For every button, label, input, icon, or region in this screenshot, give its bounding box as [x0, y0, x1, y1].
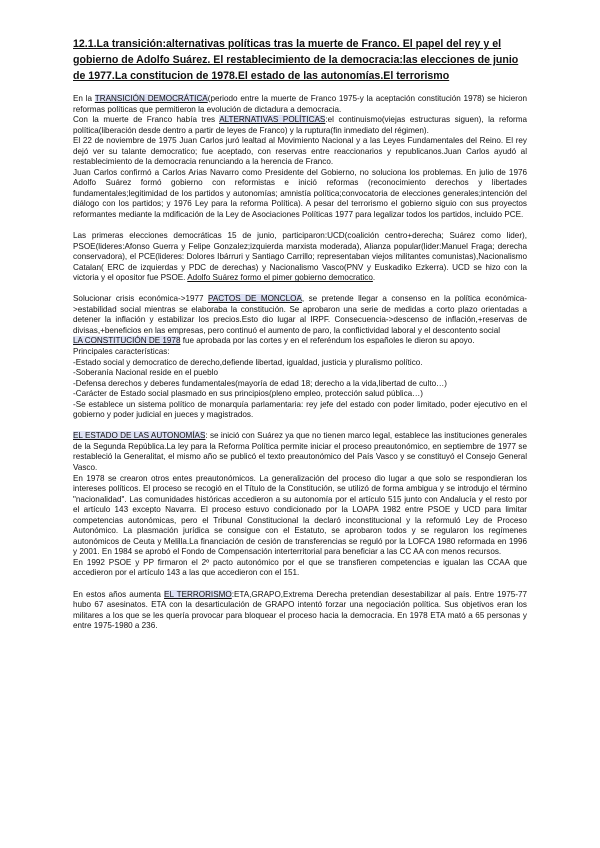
list-item: -Carácter de Estado social plasmado en sus principios(pleno empleo, protección salud pública…) [73, 389, 424, 399]
paragraph-autonomias-proceso: En 1978 se crearon otros entes preautonómicos. La generalización del proceso dio lugar a que solo se respondieran los intereses políticos. El proceso se recogió en el Título de la Constitución, se utilizó de forma ambigua y se introdujo el término "nacionalidad". Las comunidades históricas accedieron a su autonomía por el artículo 515 junto con Andalucía y el resto por el artículo 143 excepto Navarra. El proceso estuvo condicionado por la LOAPA 1982 entre PSOE y UCD para limitar competencias autonómicas, pero el Tribunal Constitucional la declaró inconstitucional y la reformuló Ley de Proceso Autonómico. La plasmación jurídica se consigue con el Estatuto, se aprobaron todos y se regularon los regímenes autonómicos de Ceuta y Melilla.La financiación de cesión de transferencias se reguló por la LOFCA 1980 reformada en 1996 y 2001. En 1984 se aprobó el Fondo de Compensación interterritorial para beneficiar a las CC AA con menos recursos. [73, 473, 527, 557]
list-item: -Estado social y democratico de derecho,defiende libertad, igualdad, justicia y pluralismo político. [73, 357, 423, 367]
highlight-pactos-moncloa: PACTOS DE MONCLOA [208, 294, 302, 304]
list-item: -Defensa derechos y deberes fundamentales(mayoría de edad 18; derecho a la vida,libertad de culto…) [73, 378, 447, 388]
highlight-constitucion-1978: LA CONSTITUCIÓN DE 1978 [73, 336, 181, 346]
highlight-transicion-democratica: TRANSICIÓN DEMOCRÁTICA [94, 94, 208, 103]
list-item: -Soberanía Nacional reside en el pueblo [73, 368, 218, 378]
highlight-alternativas-politicas: ALTERNATIVAS POLÍTICAS [219, 115, 326, 125]
paragraph-alternativas: Con la muerte de Franco había tres ALTERNATIVAS POLÍTICAS:el continuismo(viejas estructuras siguen), la reforma política(liberación desde dentro a partir de leyes de Franco) y la ruptura(fin inmediato del régimen). [73, 115, 527, 135]
page-title: 12.1.La transición:alternativas políticas tras la muerte de Franco. El papel del rey y el gobierno de Adolfo Suárez. El restablecimiento de la democracia:las elecciones de junio de 1977.La constitucion de 1978.El estado de las autonomías.El terrorismo [73, 38, 519, 82]
paragraph-suarez: Juan Carlos confirmó a Carlos Arias Navarro como Presidente del Gobierno, no soluciona los problemas. En julio de 1976 Adolfo Suárez formó gobierno con reformistas e inició reformas (reconocimiento derechos y libertades fundamentales;legitimidad de los partidos y autonomías; amnistía política;convocatoria de elecciones generales;intención del diálogo con los partidos; y 1976 Ley para la reforma Política). A pesar del terrorismo el gobierno siguio con sus proyectos reformantes mediante la mdificación de la Ley de Asociaciones Políticas 1977 para legalizar todos los partidos, incluido PCE. [73, 167, 527, 220]
document-body [73, 94, 527, 632]
paragraph-pacto-autonomico: En 1992 PSOE y PP firmaron el 2º pacto autonómico por el que se transfieren competencias e igualan las CCAA que accedieron por el artículo 143 a las que accedieron con el 151. [73, 557, 527, 578]
underline-primer-gobierno: Adolfo Suárez formo el pimer gobierno democratico [187, 273, 373, 283]
constitucion-heading: Principales características: [73, 347, 170, 357]
paragraph-elecciones: Las primeras elecciones democráticas 15 de junio, participaron:UCD(coalición centro+derecha; Suárez como lider), PSOE(lideres:Afonso Guerra y Felipe Gonzalez;izquierda marxista moderada), Alianza popular(lider:Manuel Fraga; derecha conservadora), el PCE(lideres: Dolores Ibárruri y Santiago Carrillo; representaban viejos militantes comunistas),Nacionalismo Catalan( ERC de izquierdas y PDC de derechas) y Nacionalismo Vasco(PNV y Euskadiko Ezkerra). UCD se hizo con la victoria y el opositor fue PSOE. Adolfo Suárez formo el pimer gobierno democratico. [73, 231, 527, 283]
paragraph-moncloa: Solucionar crisis económica->1977 PACTOS DE MONCLOA, se pretende llegar a consenso en la política económica->estabilidad social mientras se elaboraba la constitución. Se aprobaron una serie de medidas a corto plazo orientadas a detener la inflación y estabilizar los precios.Esto dio lugar al IRPF. Consecuencia->descenso de inflación,+reservas de divisas,+beneficios en las empresas, pero continuó el aumento de paro, la conflictividad laboral y el descontento social [73, 294, 527, 335]
highlight-estado-autonomias: EL ESTADO DE LAS AUTONOMÍAS [73, 431, 206, 441]
paragraph-transicion-intro: En la TRANSICIÓN DEMOCRÁTICA(periodo entre la muerte de Franco 1975-y la aceptación constitución 1978) se hicieron reformas políticas que permitieron la evolución de dictadura a democracia. [73, 94, 528, 114]
paragraph-juan-carlos: El 22 de noviembre de 1975 Juan Carlos juró lealtad al Movimiento Nacional y a las Leyes Fundamentales del Reino. El rey dejó ver su talante democratico; fue aceptado, con reservas entre reaccionarios y republicanos.Juan Carlos ayudó al restablecimiento de la democracia renunciando a la herencia de Franco. [73, 136, 527, 167]
paragraph-autonomias: EL ESTADO DE LAS AUTONOMÍAS: se inició con Suárez ya que no tienen marco legal, establece las instituciones generales de la Segunda República.La ley para la Reforma Política permite iniciar el proceso preautonómico, en septiembre de 1977 se restableció la Generalitat, el mismo año se publicó el texto preautonómico del País Vasco y se constituyó el Consejo General Vasco. [73, 431, 527, 472]
paragraph-constitucion: LA CONSTITUCIÓN DE 1978 fue aprobada por las cortes y en el referéndum los españoles le dieron su apoyo. [73, 336, 475, 346]
paragraph-terrorismo: En estos años aumenta EL TERRORISMO:ETA,GRAPO,Extrema Derecha pretendian desestabilizar al país. Entre 1975-77 hubo 67 asesinatos. ETA con la desarticulación de GRAPO intentó forzar una negociación política. Sus objetivos eran los militares a los que se les quería provocar para bloquear el proceso hacia la democracia. En 1978 ETA mató a 65 personas y entre 1975-1980 a 236. [73, 589, 527, 631]
list-item: -Se establece un sistema político de monarquía parlamentaria: rey jefe del estado con poder limitado, poder ejecutivo en el gobierno y poder judicial en jueces y magistrados. [73, 399, 527, 420]
highlight-terrorismo: EL TERRORISMO [164, 589, 232, 599]
